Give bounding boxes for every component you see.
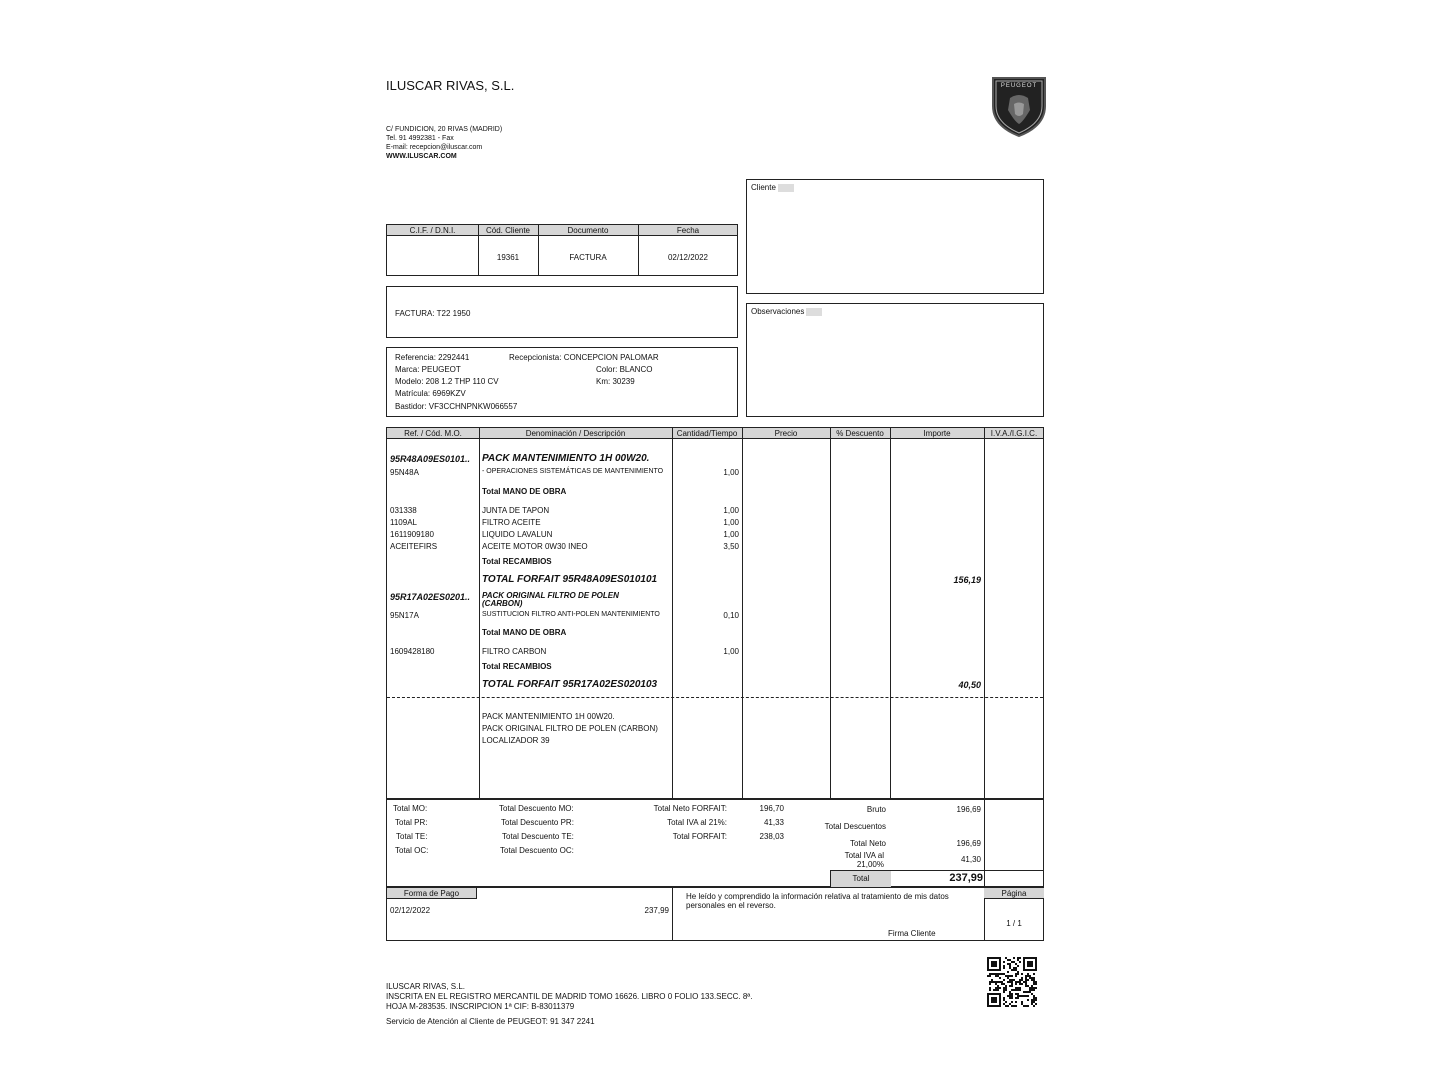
client-box	[746, 179, 1044, 294]
vehicle-matricula: Matrícula: 6969KZV	[395, 389, 466, 398]
total-iva-label-line2: 21,00%	[856, 860, 884, 869]
peugeot-logo	[990, 76, 1048, 138]
row-ref: 95N48A	[390, 468, 419, 477]
row-desc: LIQUIDO LAVALUN	[482, 530, 553, 539]
neto-forfait-value: 196,70	[759, 804, 784, 813]
vehicle-km: Km: 30239	[596, 377, 635, 386]
row-desc: Total MANO DE OBRA	[482, 628, 567, 637]
header-cif: C.I.F. / D.N.I.	[409, 226, 456, 235]
row-desc: TOTAL FORFAIT 95R17A02ES020103	[482, 679, 658, 690]
neto-forfait-label: Total Neto FORFAIT:	[653, 804, 727, 813]
row-ref: 95R48A09ES0101..	[390, 454, 471, 464]
row-ref: 031338	[390, 506, 417, 515]
row-ref: ACEITEFIRS	[390, 542, 438, 551]
row-ref: 1109AL	[390, 518, 417, 527]
totals-box	[386, 799, 1044, 887]
row-qty: 1,00	[723, 530, 739, 539]
value-documento: FACTURA	[569, 253, 607, 262]
row-qty: 1,00	[723, 647, 739, 656]
row-desc: SUSTITUCION FILTRO ANTI-POLEN MANTENIMIENTO	[482, 611, 660, 618]
total-neto-label: Total Neto	[849, 839, 886, 848]
footer-line1: ILUSCAR RIVAS, S.L.	[386, 982, 465, 991]
vehicle-bastidor: Bastidor: VF3CCHNPNKW066557	[395, 402, 518, 411]
row-ref: 1609428180	[390, 647, 435, 656]
payment-header: Forma de Pago	[387, 888, 477, 899]
row-qty: 3,50	[723, 542, 739, 551]
row-desc: ACEITE MOTOR 0W30 INEO	[482, 542, 588, 551]
header-documento: Documento	[567, 226, 609, 235]
invoice-number: FACTURA: T22 1950	[395, 309, 471, 318]
logo-text: PEUGEOT	[1000, 83, 1038, 89]
total-oc-label: Total OC:	[395, 846, 429, 855]
lines-table	[386, 427, 1044, 799]
totals-col1	[393, 803, 428, 859]
header-cod-cliente: Cód. Cliente	[485, 226, 531, 235]
total-desc-pr-label: Total Descuento PR:	[501, 818, 574, 827]
client-label: Cliente	[751, 182, 794, 194]
row-ref: 1611909180	[390, 530, 434, 539]
row-importe: 40,50	[958, 680, 981, 690]
company-address	[386, 125, 502, 161]
address-line: C/ FUNDICION, 20 RIVAS (MADRID)	[386, 126, 503, 133]
web-line: WWW.ILUSCAR.COM	[386, 153, 457, 160]
vehicle-color: Color: BLANCO	[596, 365, 653, 374]
email-line: E-mail: recepcion@iluscar.com	[386, 144, 483, 151]
row-desc: FILTRO ACEITE	[482, 518, 541, 527]
vehicle-referencia: Referencia: 2292441	[395, 353, 470, 362]
col-qty: Cantidad/Tiempo	[676, 429, 738, 438]
row-desc: TOTAL FORFAIT 95R48A09ES010101	[482, 574, 658, 585]
col-desc: Denominación / Descripción	[525, 429, 626, 438]
header-table	[386, 224, 738, 276]
note-line: PACK ORIGINAL FILTRO DE POLEN (CARBON)	[482, 724, 658, 733]
forfait-total-label: Total FORFAIT:	[672, 832, 727, 841]
signature-label: Firma Cliente	[888, 929, 936, 938]
col-ref: Ref. / Cód. M.O.	[404, 429, 462, 438]
row-desc: Total RECAMBIOS	[482, 557, 552, 566]
row-qty: 1,00	[723, 506, 739, 515]
col-iva: I.V.A./I.G.I.C.	[990, 429, 1038, 438]
col-importe: Importe	[923, 429, 951, 438]
payment-box	[386, 887, 1044, 941]
col-descuento: % Descuento	[836, 429, 884, 438]
row-desc: Total MANO DE OBRA	[482, 487, 567, 496]
payment-date: 02/12/2022	[390, 906, 431, 915]
total-iva-label-line1: Total IVA al	[844, 851, 884, 860]
page-value: 1 / 1	[1006, 919, 1022, 928]
iva-forfait-label: Total IVA al 21%:	[667, 818, 727, 827]
value-fecha: 02/12/2022	[667, 253, 709, 262]
vehicle-marca: Marca: PEUGEOT	[395, 365, 461, 374]
row-desc: PACK ORIGINAL FILTRO DE POLEN	[482, 591, 619, 600]
total-pr-label: Total PR:	[395, 818, 428, 827]
total-desc-oc-label: Total Descuento OC:	[500, 846, 574, 855]
footer-line2: INSCRITA EN EL REGISTRO MERCANTIL DE MADRID TOMO 16626. LIBRO 0 FOLIO 133.SECC. 8ª.	[386, 992, 753, 1001]
observations-label: Observaciones	[751, 306, 822, 318]
note-line: LOCALIZADOR 39	[482, 736, 550, 745]
invoice-number-box	[386, 286, 738, 338]
total-iva-label	[787, 851, 884, 869]
dashed-separator	[387, 697, 1043, 698]
company-name: ILUSCAR RIVAS, S.L.	[386, 78, 515, 93]
row-ref: 95R17A02ES0201..	[390, 592, 471, 602]
footer-service: Servicio de Atención al Cliente de PEUGEOT: 91 347 2241	[386, 1017, 595, 1026]
page-label: Página	[984, 888, 1044, 899]
grand-total-row	[830, 870, 1043, 887]
bruto-value: 196,69	[956, 805, 981, 814]
row-qty: 0,10	[723, 611, 739, 620]
vehicle-modelo: Modelo: 208 1.2 THP 110 CV	[395, 377, 499, 386]
row-desc: (CARBON)	[482, 599, 523, 608]
notes-block	[482, 711, 658, 747]
row-importe: 156,19	[953, 575, 981, 585]
row-desc: JUNTA DE TAPON	[482, 506, 550, 515]
total-te-label: Total TE:	[396, 832, 428, 841]
row-desc: FILTRO CARBON	[482, 647, 547, 656]
qr-code	[987, 957, 1037, 1007]
grand-total-label: Total	[852, 874, 870, 883]
vehicle-recepcionista: Recepcionista: CONCEPCION PALOMAR	[509, 353, 659, 362]
note-line: PACK MANTENIMIENTO 1H 00W20.	[482, 712, 615, 721]
privacy-notice: He leído y comprendido la información relativa al tratamiento de mis datos personales en el reverso.	[686, 892, 949, 910]
bruto-label: Bruto	[866, 805, 886, 814]
tel-line: Tel. 91 4992381 - Fax	[386, 135, 454, 142]
total-descuentos-label: Total Descuentos	[824, 822, 886, 831]
footer-line3: HOJA M-283535. INSCRIPCION 1ª CIF: B-83011379	[386, 1002, 575, 1011]
total-iva-value: 41,30	[960, 855, 981, 864]
header-fecha: Fecha	[676, 226, 700, 235]
total-mo-label: Total MO:	[393, 804, 428, 813]
forfait-total-value: 238,03	[759, 832, 784, 841]
row-qty: 1,00	[723, 518, 739, 527]
qr-code-icon	[987, 957, 1037, 1007]
grand-total-value: 237,99	[949, 872, 983, 884]
total-desc-te-label: Total Descuento TE:	[502, 832, 574, 841]
payment-amount: 237,99	[644, 906, 669, 915]
row-desc: Total RECAMBIOS	[482, 662, 552, 671]
totals-col2	[499, 803, 574, 859]
row-qty: 1,00	[723, 468, 739, 477]
col-precio: Precio	[774, 429, 798, 438]
total-neto-value: 196,69	[956, 839, 981, 848]
observations-box	[746, 303, 1044, 417]
vehicle-box	[386, 347, 738, 417]
row-desc: PACK MANTENIMIENTO 1H 00W20.	[482, 453, 650, 464]
row-desc: - OPERACIONES SISTEMÁTICAS DE MANTENIMIENTO	[482, 468, 664, 475]
value-cod-cliente: 19361	[496, 253, 520, 262]
footer-legal	[386, 982, 752, 1012]
row-ref: 95N17A	[390, 611, 419, 620]
total-desc-mo-label: Total Descuento MO:	[499, 804, 574, 813]
iva-forfait-value: 41,33	[763, 818, 784, 827]
